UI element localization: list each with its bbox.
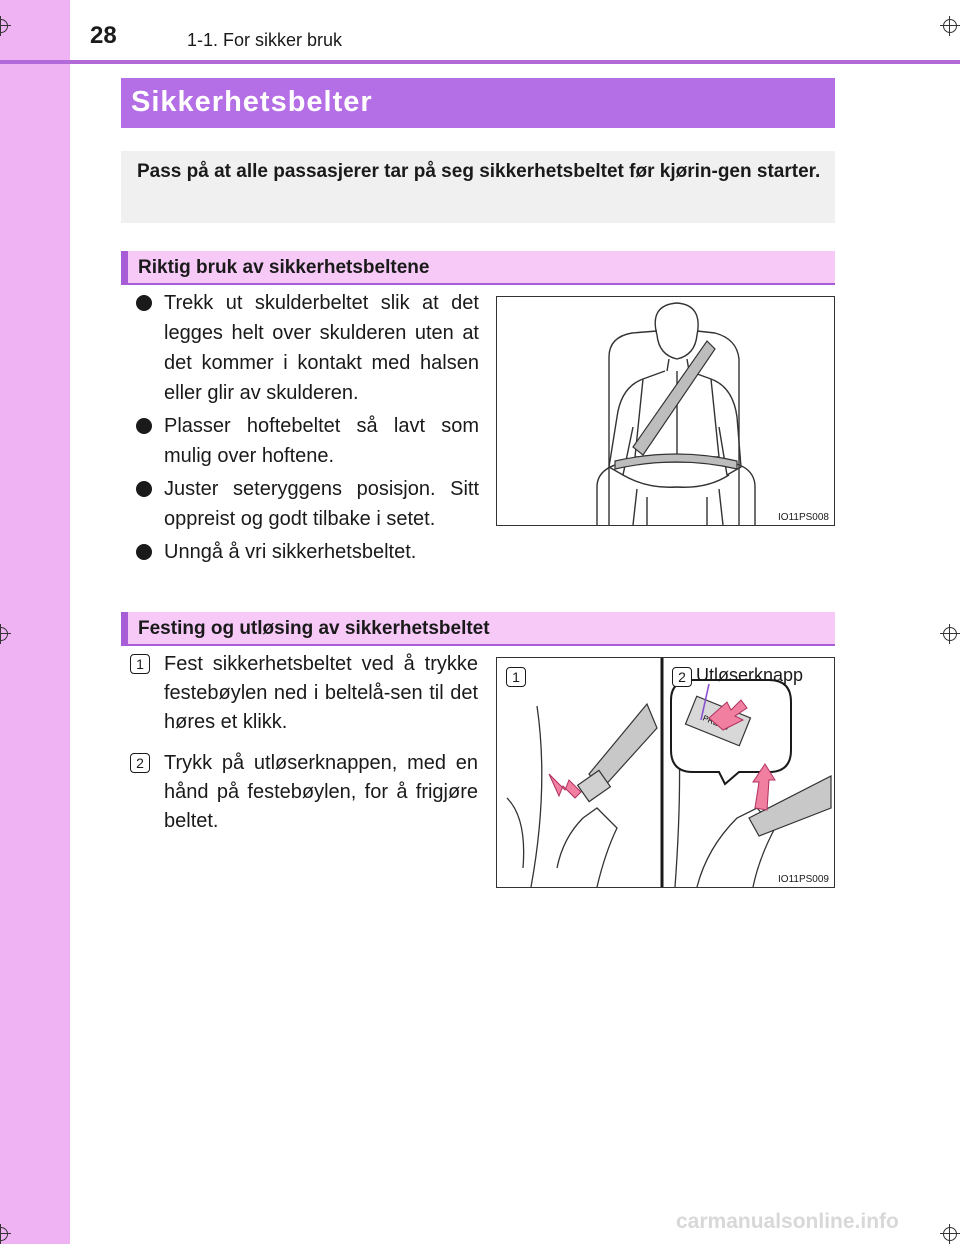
section-heading-fastening: Festing og utløsing av sikkerhetsbeltet (121, 612, 835, 646)
bullet-icon (136, 544, 152, 560)
step-list (130, 650, 478, 848)
bullet-text: Unngå å vri sikkerhetsbeltet. (164, 541, 417, 563)
list-item (130, 650, 478, 737)
step-number-badge: 2 (130, 753, 150, 773)
buckle-illustration (496, 657, 835, 888)
figure-marker-1: 1 (506, 667, 526, 687)
crop-mark-top-right (940, 16, 960, 36)
bullet-text: Juster seteryggens posisjon. Sitt oppreist og godt tilbake i setet. (164, 478, 479, 530)
figure-marker-2: 2 (672, 667, 692, 687)
section-heading-correct-use: Riktig bruk av sikkerhetsbeltene (121, 251, 835, 285)
bullet-text: Trekk ut skulderbeltet slik at det legges helt over skulderen uten at det kommer i kontakt med halsen eller glir av skulderen. (164, 292, 479, 404)
step-text: Fest sikkerhetsbeltet ved å trykke festebøylen ned i beltelå-sen til det høres et klikk. (164, 653, 478, 733)
list-item (136, 411, 479, 471)
header-rule (0, 60, 960, 64)
step-number-badge: 1 (130, 654, 150, 674)
crop-mark-top-left (0, 16, 11, 36)
intro-box (121, 151, 835, 223)
chapter-section: 1-1. For sikker bruk (187, 30, 343, 50)
bullet-icon (136, 295, 152, 311)
seated-person-illustration (496, 296, 835, 526)
bullet-text: Plasser hoftebeltet så lavt som mulig over hoftene. (164, 415, 479, 467)
seated-person-drawing (497, 297, 834, 525)
figure-code: IO11PS009 (778, 874, 829, 885)
watermark: carmanualsonline.info (676, 1210, 899, 1233)
step-text: Trykk på utløserknappen, med en hånd på festebøylen, for å frigjøre beltet. (164, 752, 478, 832)
intro-text: Pass på at alle passasjerer tar på seg sikkerhetsbeltet før kjørin-gen starter. (137, 161, 821, 182)
figure-code: IO11PS008 (778, 512, 829, 523)
release-button-label: Utløserknapp (696, 665, 804, 685)
bullet-list (136, 288, 479, 570)
side-color-bar (0, 0, 70, 1244)
list-item (136, 537, 479, 567)
list-item (136, 474, 479, 534)
page-number: 28 (90, 22, 117, 49)
crop-mark-bottom-left (0, 1224, 11, 1244)
bullet-icon (136, 481, 152, 497)
bullet-icon (136, 418, 152, 434)
list-item (130, 749, 478, 836)
buckle-drawing (497, 658, 834, 887)
crop-mark-mid-right (940, 624, 960, 644)
page-title: Sikkerhetsbelter (121, 78, 835, 128)
crop-mark-mid-left (0, 624, 11, 644)
list-item (136, 288, 479, 408)
crop-mark-bottom-right (940, 1224, 960, 1244)
